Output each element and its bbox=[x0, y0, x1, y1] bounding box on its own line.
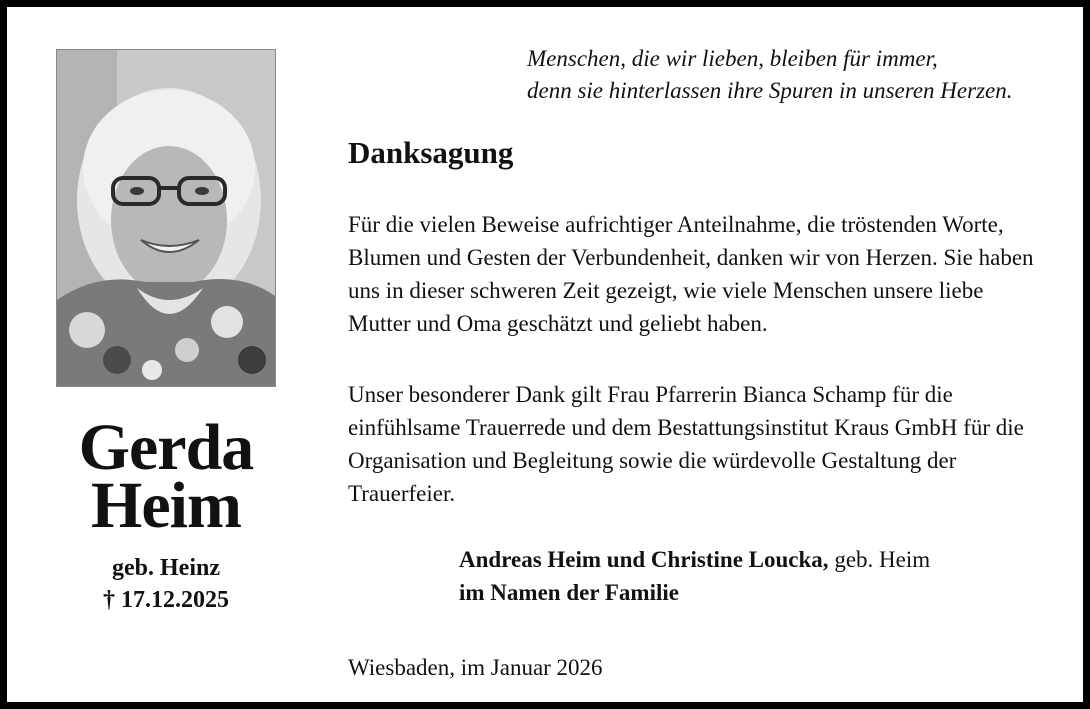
portrait-icon bbox=[57, 50, 275, 386]
memorial-quote bbox=[527, 43, 1067, 107]
signature-names-suffix: geb. Heim bbox=[828, 547, 931, 572]
signature-line-1 bbox=[459, 543, 1059, 576]
signature-line-2: im Namen der Familie bbox=[459, 580, 679, 605]
thanks-paragraph-2: Unser besonderer Dank gilt Frau Pfarrerin Bianca Schamp für die einfühlsame Trauerrede und dem Bestattungsinstitut Kraus GmbH für die Organisation und Begleitung sowie die würdevolle Gestaltung der Trauerfeier. bbox=[348, 382, 1024, 506]
maiden-name: geb. Heinz bbox=[112, 555, 220, 581]
quote-line-1: Menschen, die wir lieben, bleiben für immer, bbox=[527, 46, 938, 71]
thanks-paragraph-1: Für die vielen Beweise aufrichtiger Anteilnahme, die tröstenden Worte, Blumen und Gesten der Verbundenheit, danken wir von Herzen. Sie haben uns in dieser schweren Zeit gezeigt, wie viele Menschen unsere liebe Mutter und Oma geschätzt und geliebt haben. bbox=[348, 212, 1034, 336]
portrait-photo bbox=[56, 49, 276, 387]
page-title: Danksagung bbox=[348, 135, 514, 170]
death-date: † 17.12.2025 bbox=[103, 587, 229, 613]
place-date: Wiesbaden, im Januar 2026 bbox=[348, 655, 603, 680]
quote-line-2: denn sie hinterlassen ihre Spuren in unseren Herzen. bbox=[527, 78, 1013, 103]
family-signature bbox=[459, 543, 1059, 609]
last-name: Heim bbox=[91, 469, 241, 542]
deceased-name-block bbox=[47, 411, 285, 615]
signature-names: Andreas Heim und Christine Loucka, bbox=[459, 547, 829, 572]
first-name: Gerda bbox=[78, 411, 254, 484]
